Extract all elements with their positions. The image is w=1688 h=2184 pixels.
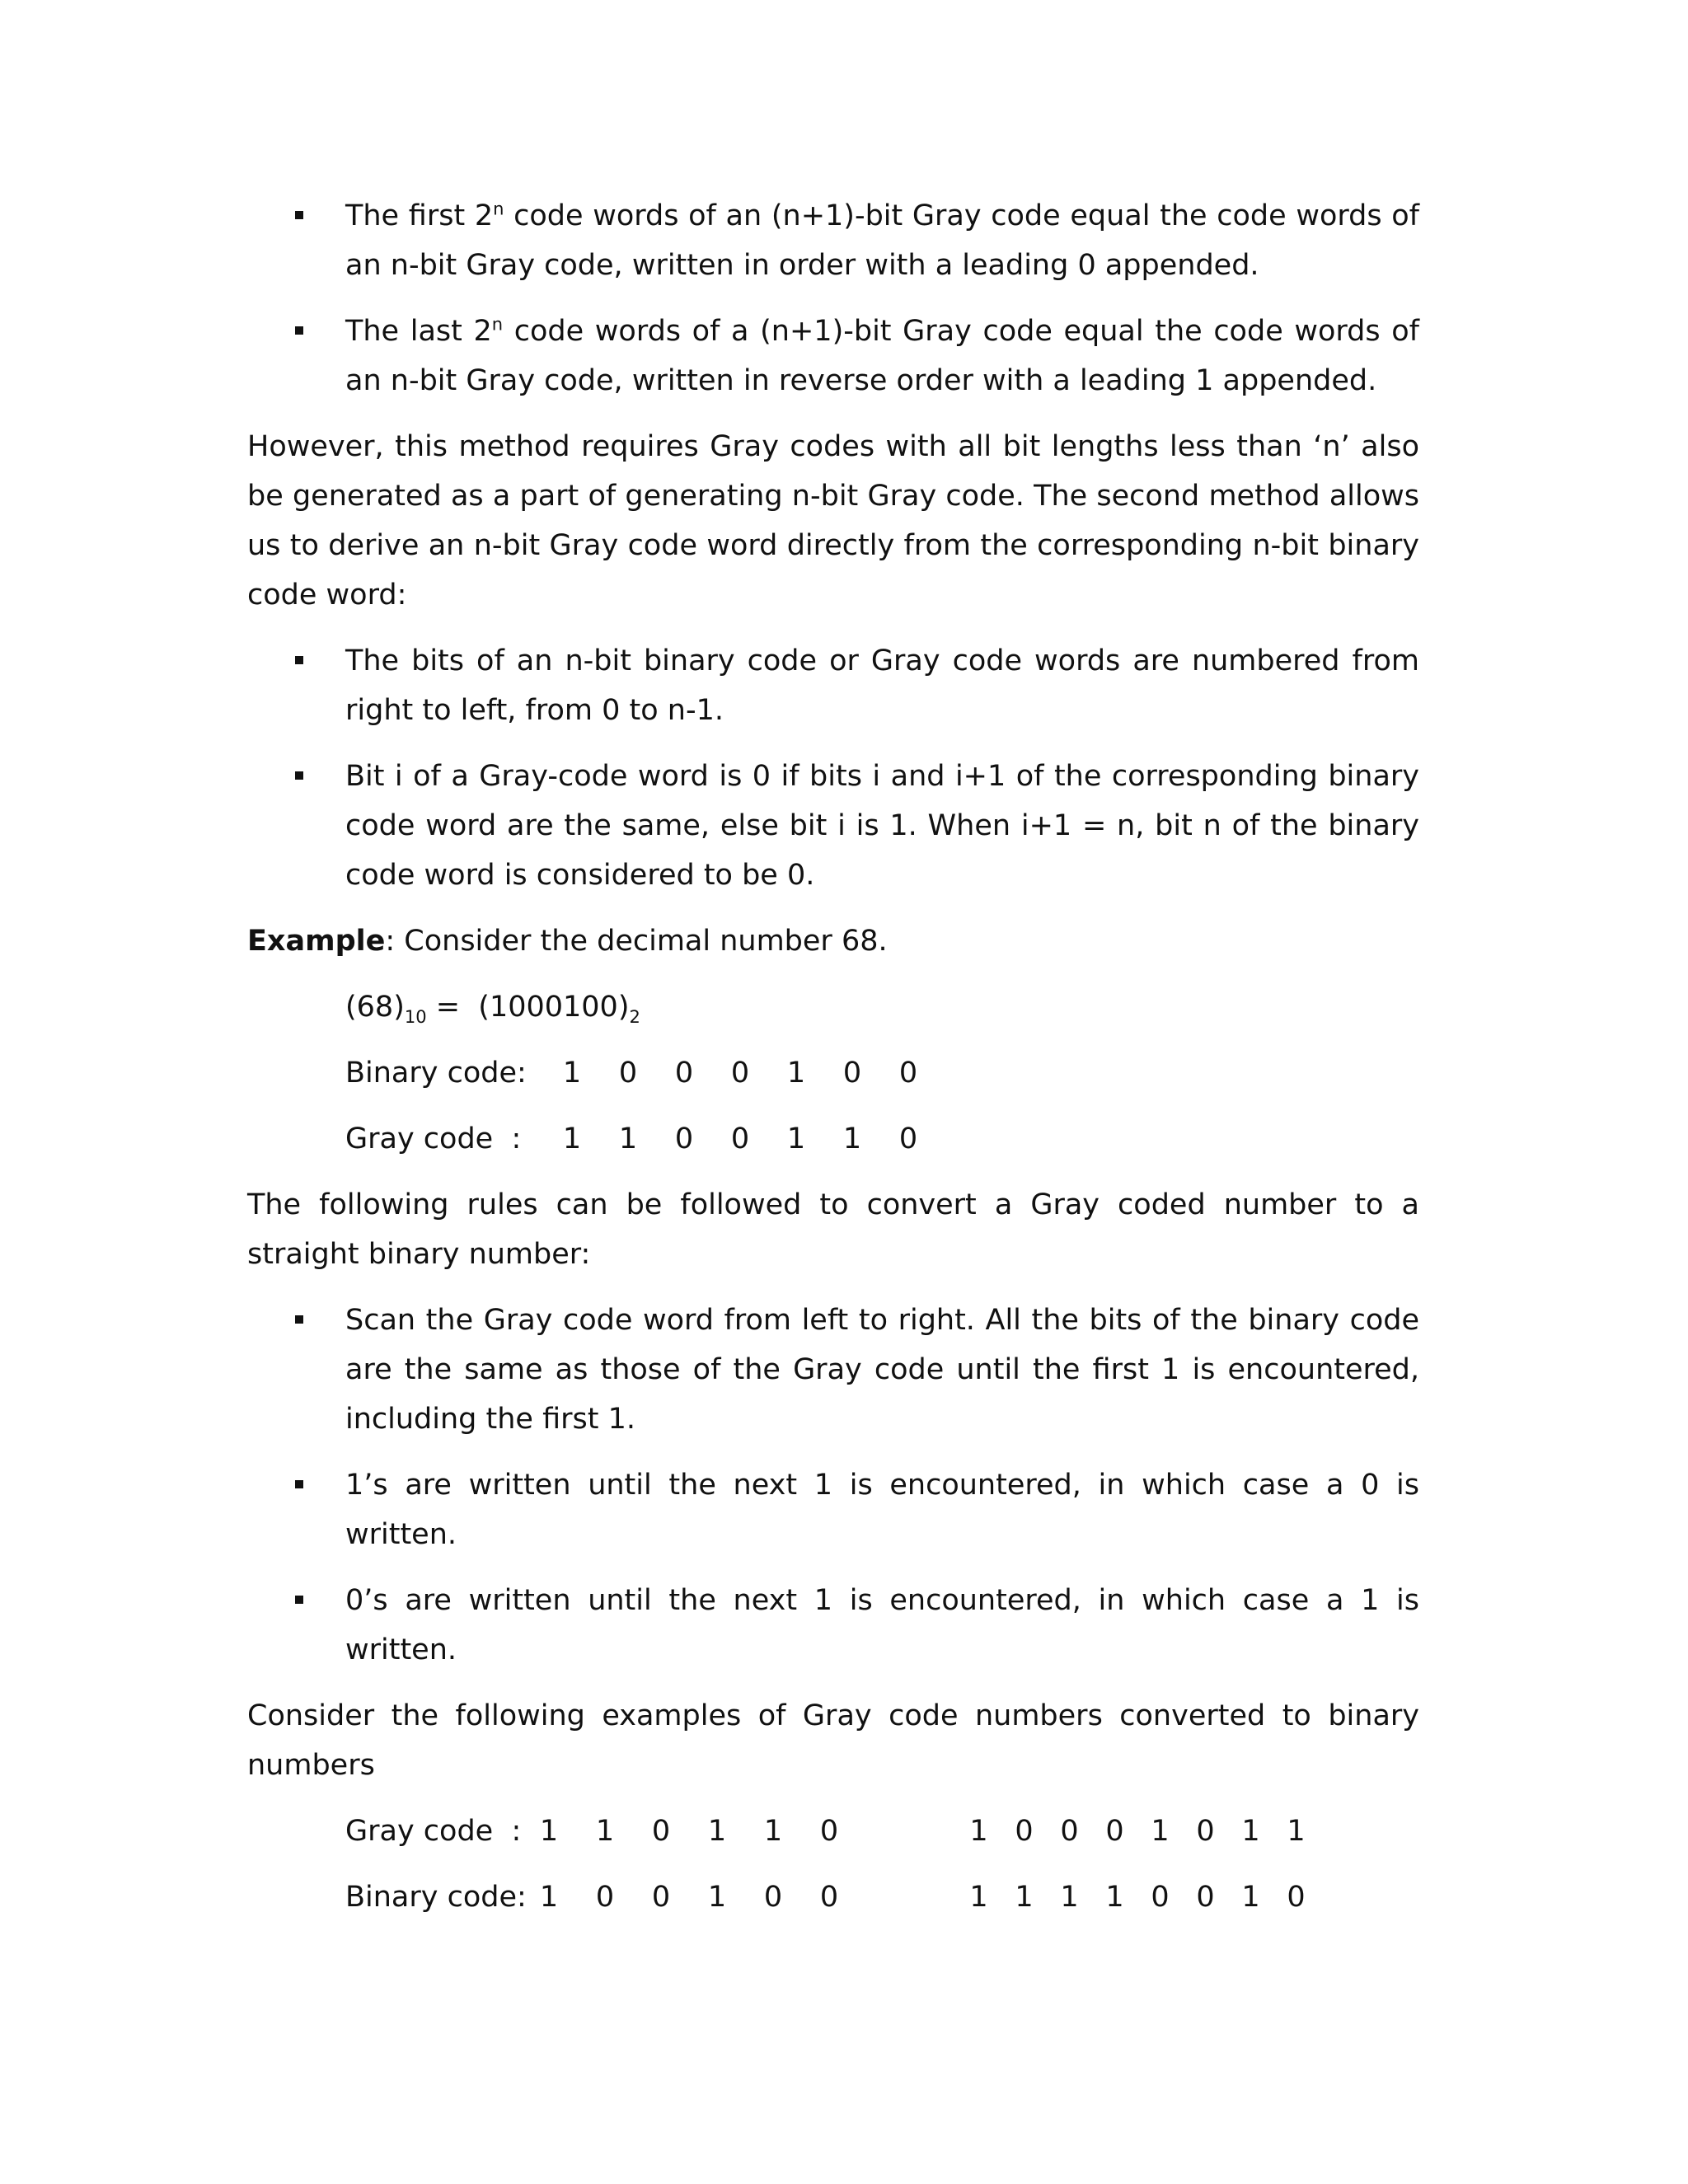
- bit: 1: [1060, 1881, 1079, 1914]
- example-binary-row: Binary code: 1 0 0 0 1 0 0: [247, 1048, 1419, 1098]
- bit: 1: [539, 1815, 559, 1848]
- bullet-item: Scan the Gray code word from left to right. All the bits of the binary code are the same as those of the Gray code until the first 1 is encountered, including the first 1.: [247, 1296, 1419, 1444]
- bit: 0: [730, 1122, 750, 1155]
- bullet-square-icon: [295, 1596, 303, 1604]
- bit: 1: [1241, 1881, 1260, 1914]
- bit: 0: [819, 1815, 839, 1848]
- example-equation: $(68)_{10} = (1000100)_2$: [345, 991, 640, 1027]
- conversion-gray-row: Gray code : 1 1 0 1 1 0 1 0 0 0 1 0 1 1: [247, 1807, 1419, 1856]
- bit: 1: [618, 1122, 638, 1155]
- bit: 1: [707, 1815, 727, 1848]
- bit: 0: [618, 1057, 638, 1090]
- bullet-square-icon: [295, 211, 303, 219]
- bit: 0: [1060, 1815, 1079, 1848]
- bullet-list-conversion-rules: [247, 1296, 1419, 1675]
- bit: 0: [1151, 1881, 1170, 1914]
- bit: 0: [898, 1057, 918, 1090]
- bit: 1: [969, 1881, 988, 1914]
- example-heading: Example: Consider the decimal number 68.: [247, 925, 888, 958]
- bit: 0: [1105, 1815, 1124, 1848]
- paragraph-conversion-rules: The following rules can be followed to convert a Gray coded number to a straight binary number:: [247, 1188, 1419, 1271]
- bullet-item: Bit i of a Gray-code word is 0 if bits i and i+1 of the corresponding binary code word are the same, else bit i is 1. When i+1 = n, bit n of the binary code word is considered to be 0.: [247, 752, 1419, 900]
- bit: 1: [539, 1881, 559, 1914]
- bit: 1: [595, 1815, 615, 1848]
- bit: 1: [969, 1815, 988, 1848]
- bit: 1: [1015, 1881, 1034, 1914]
- bullet-item: The bits of an n-bit binary code or Gray code words are numbered from right to left, from 0 to n-1.: [247, 636, 1419, 735]
- bit: 1: [707, 1881, 727, 1914]
- bullet-square-icon: [295, 326, 303, 335]
- bit: 0: [730, 1057, 750, 1090]
- bit: 1: [1105, 1881, 1124, 1914]
- bit: 1: [562, 1057, 582, 1090]
- bit: 0: [1015, 1815, 1034, 1848]
- bullet-item: The first 2$^n$ code words of an (n+1)-bit Gray code equal the code words of an n-bit Gray code, written in order with a leading 0 appended.: [247, 191, 1419, 290]
- bit: 0: [898, 1122, 918, 1155]
- bit: 1: [786, 1057, 806, 1090]
- bit: 1: [842, 1122, 862, 1155]
- paragraph-examples-intro: Consider the following examples of Gray code numbers converted to binary numbers: [247, 1699, 1419, 1782]
- bullet-list-construction: [247, 191, 1419, 405]
- bit: 0: [674, 1122, 694, 1155]
- bit: 0: [1196, 1815, 1215, 1848]
- bullet-square-icon: [295, 1315, 303, 1324]
- bullet-item: 0’s are written until the next 1 is encountered, in which case a 1 is written.: [247, 1576, 1419, 1675]
- bit: 1: [1241, 1815, 1260, 1848]
- document-page: [247, 191, 1419, 1938]
- bit: 1: [1151, 1815, 1170, 1848]
- bit: 1: [562, 1122, 582, 1155]
- example-label: Example: [247, 925, 386, 958]
- bit: 0: [651, 1815, 671, 1848]
- bit: 0: [674, 1057, 694, 1090]
- bit: 1: [786, 1122, 806, 1155]
- bit: 0: [842, 1057, 862, 1090]
- bullet-item: The last 2$^n$ code words of a (n+1)-bit Gray code equal the code words of an n-bit Gray code, written in reverse order with a leading 1 appended.: [247, 307, 1419, 405]
- bit: 1: [1287, 1815, 1306, 1848]
- bullet-square-icon: [295, 656, 303, 664]
- bit: 0: [819, 1881, 839, 1914]
- bullet-item: 1’s are written until the next 1 is encountered, in which case a 0 is written.: [247, 1460, 1419, 1559]
- bit: 0: [763, 1881, 783, 1914]
- bit: 0: [595, 1881, 615, 1914]
- bit: 0: [651, 1881, 671, 1914]
- example-gray-row: Gray code : 1 1 0 0 1 1 0: [247, 1114, 1419, 1164]
- bullet-square-icon: [295, 1480, 303, 1488]
- bullet-list-direct-method: [247, 636, 1419, 900]
- bit: 1: [763, 1815, 783, 1848]
- conversion-binary-row: Binary code: 1 0 0 1 0 0 1 1 1 1 0 0 1 0: [247, 1872, 1419, 1922]
- bit: 0: [1287, 1881, 1306, 1914]
- bit: 0: [1196, 1881, 1215, 1914]
- paragraph-second-method: However, this method requires Gray codes with all bit lengths less than ‘n’ also be generated as a part of generating n-bit Gray code. The second method allows us to derive an n-bit Gray code word directly from the corresponding n-bit binary code word:: [247, 430, 1419, 612]
- bullet-square-icon: [295, 771, 303, 780]
